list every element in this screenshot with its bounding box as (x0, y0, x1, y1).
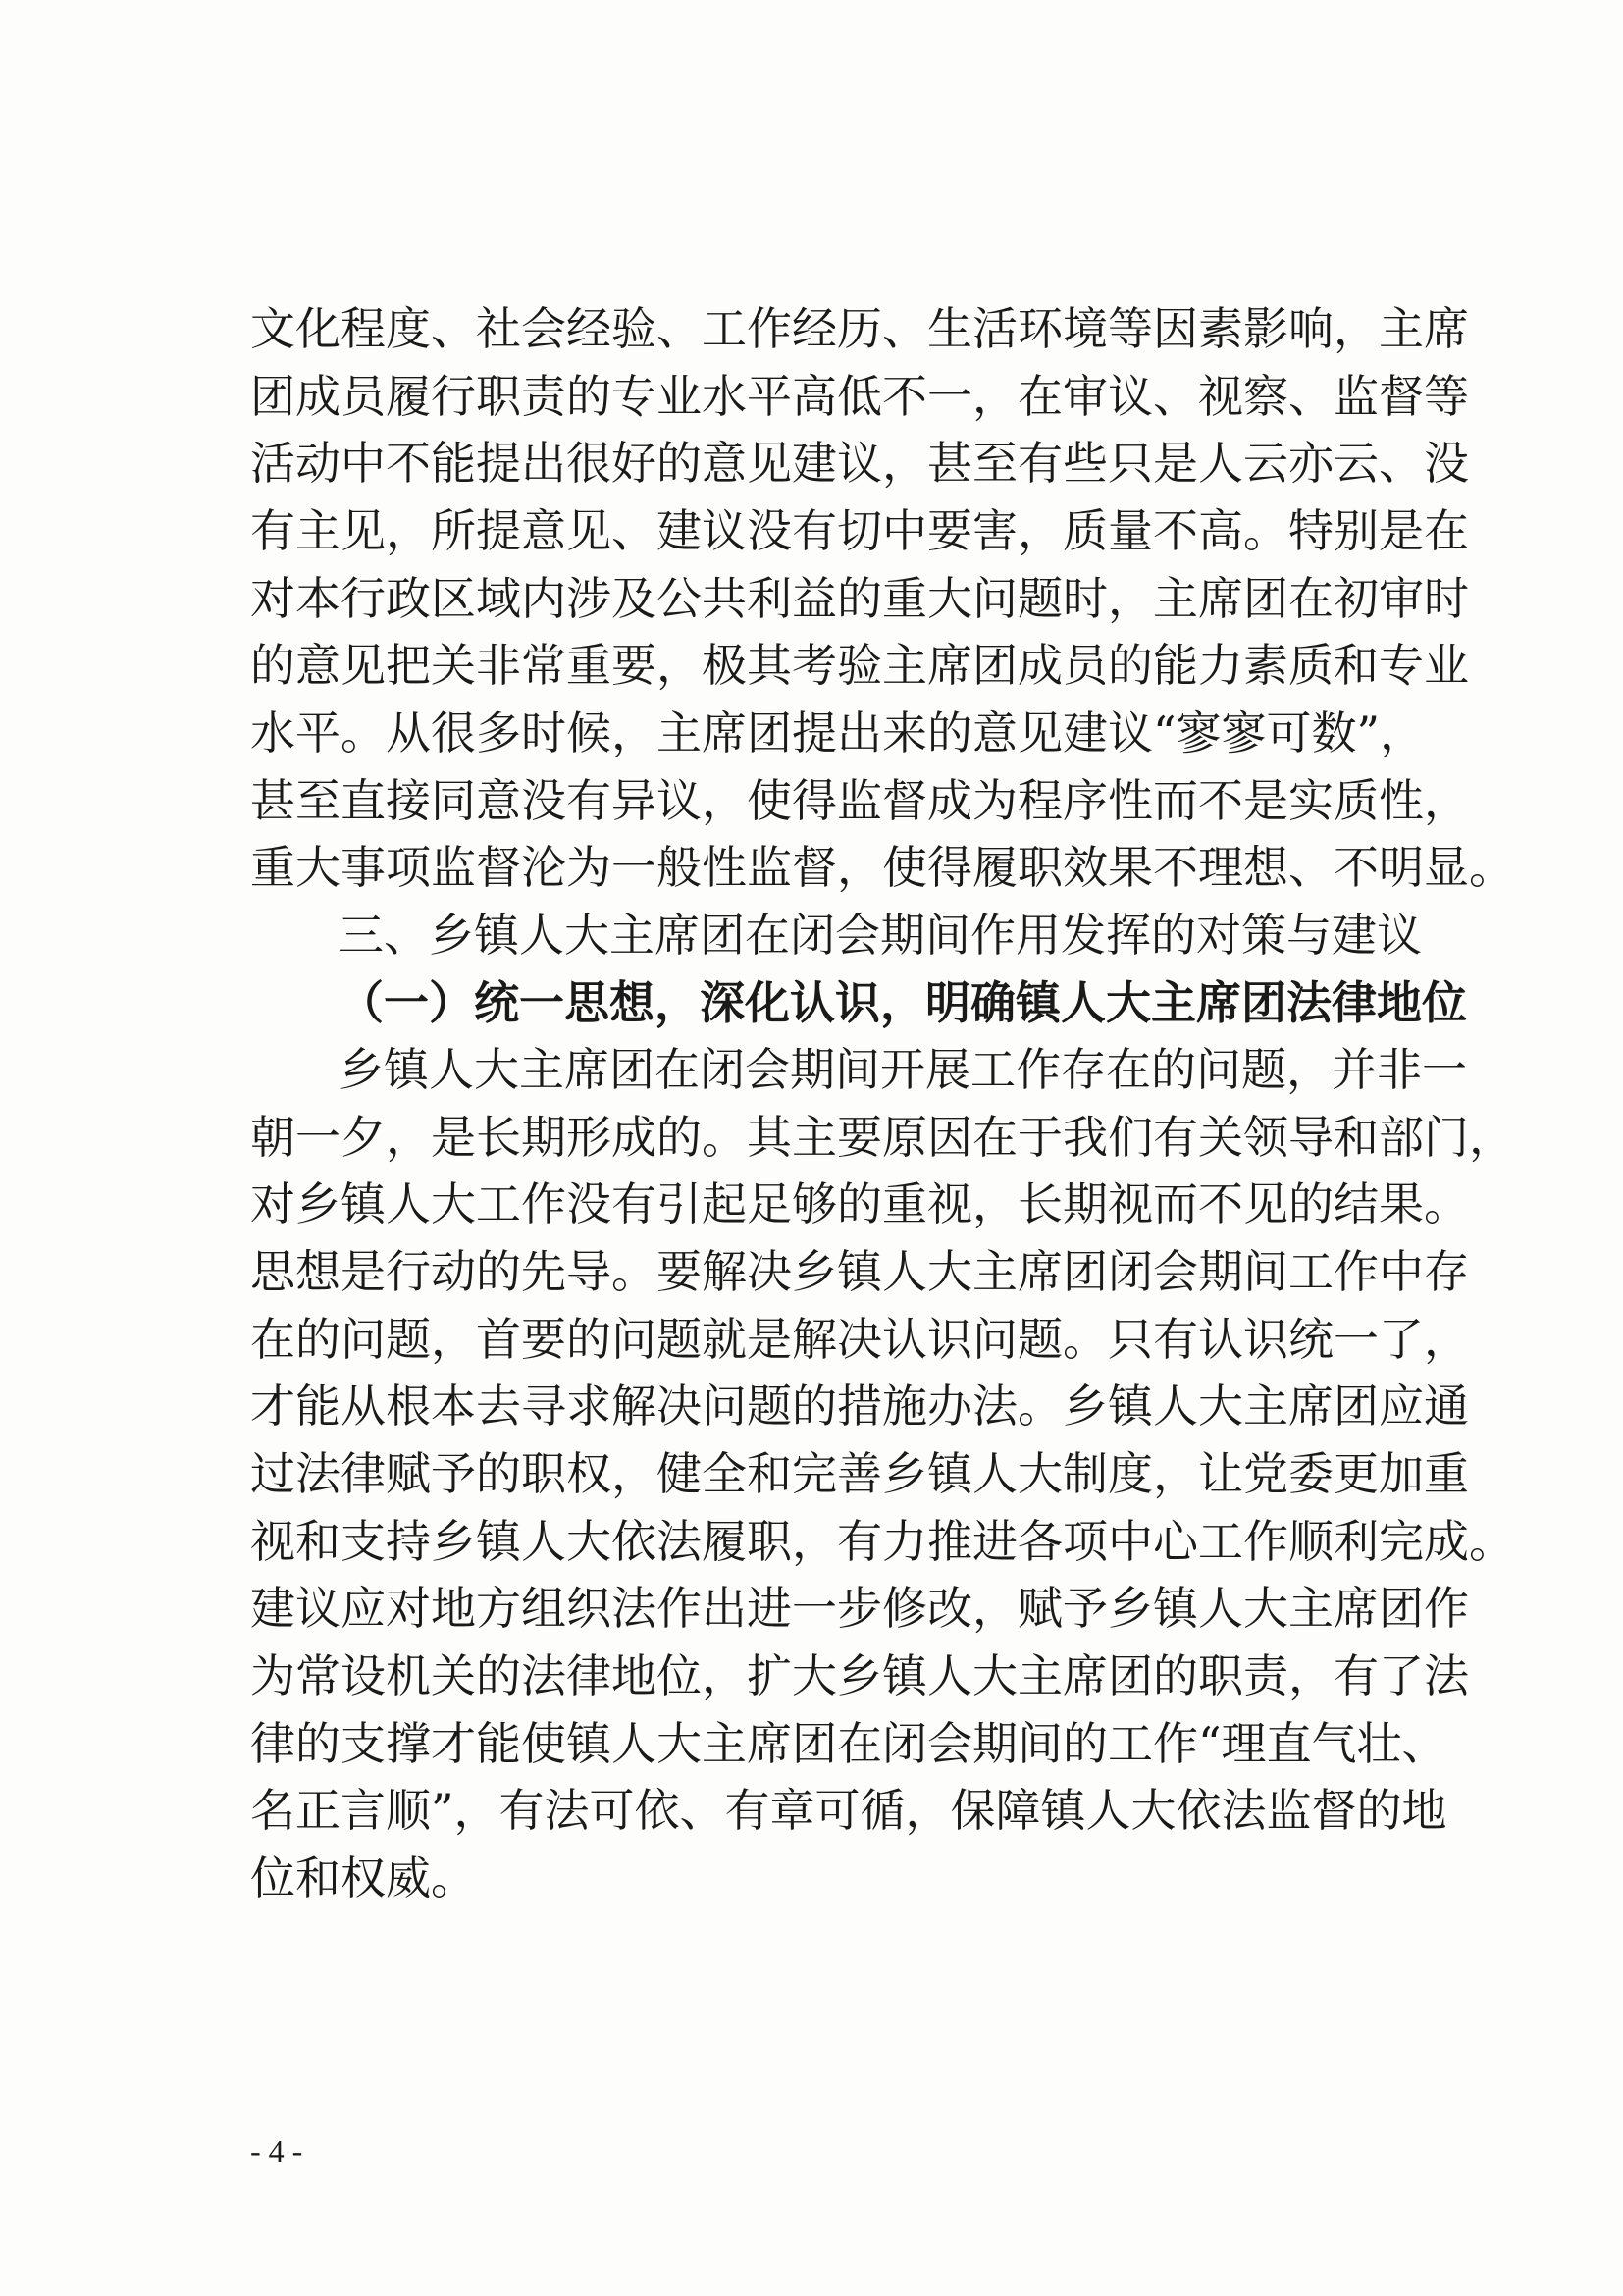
subsection-heading: （一）统一思想，深化认识，明确镇人大主席团法律地位 (339, 976, 1467, 1029)
text-line: 对乡镇人大工作没有引起足够的重视，长期视而不见的结果。 (250, 1177, 1469, 1230)
text-line: 才能从根本去寻求解决问题的措施办法。乡镇人大主席团应通 (250, 1380, 1469, 1433)
text-line: 有主见，所提意见、建议没有切中要害，质量不高。特别是在 (250, 504, 1469, 557)
text-line: 过法律赋予的职权，健全和完善乡镇人大制度，让党委更加重 (250, 1447, 1469, 1500)
text-line: 名正言顺”，有法可依、有章可循，保障镇人大依法监督的地 (250, 1784, 1447, 1837)
text-line: 团成员履行职责的专业水平高低不一，在审议、视察、监督等 (250, 370, 1469, 423)
text-line: 视和支持乡镇人大依法履职，有力推进各项中心工作顺利完成。 (250, 1515, 1514, 1568)
text-line: 甚至直接同意没有异议，使得监督成为程序性而不是实质性， (250, 774, 1469, 827)
text-line: 为常设机关的法律地位，扩大乡镇人大主席团的职责，有了法 (250, 1649, 1469, 1702)
text-line: 对本行政区域内涉及公共利益的重大问题时，主席团在初审时 (250, 572, 1469, 625)
text-line: 律的支撑才能使镇人大主席团在闭会期间的工作“理直气壮、 (250, 1717, 1447, 1770)
text-line: 建议应对地方组织法作出进一步修改，赋予乡镇人大主席团作 (250, 1582, 1469, 1635)
text-line: 乡镇人大主席团在闭会期间开展工作存在的问题，并非一 (339, 1043, 1467, 1096)
text-line: 位和权威。 (250, 1852, 476, 1905)
text-line: 活动中不能提出很好的意见建议，甚至有些只是人云亦云、没 (250, 437, 1469, 490)
text-line: 朝一夕，是长期形成的。其主要原因在于我们有关领导和部门， (250, 1111, 1514, 1164)
text-line: 重大事项监督沦为一般性监督，使得履职效果不理想、不明显。 (250, 841, 1514, 894)
text-line: 在的问题，首要的问题就是解决认识问题。只有认识统一了， (250, 1313, 1469, 1366)
text-line: 的意见把关非常重要，极其考验主席团成员的能力素质和专业 (250, 639, 1469, 692)
page-number: - 4 - (250, 2133, 303, 2168)
section-heading: 三、乡镇人大主席团在闭会期间作用发挥的对策与建议 (339, 909, 1422, 962)
text-line: 思想是行动的先导。要解决乡镇人大主席团闭会期间工作中存 (250, 1245, 1469, 1298)
text-line: 水平。从很多时候，主席团提出来的意见建议“寥寥可数”， (250, 706, 1426, 759)
text-line: 文化程度、社会经验、工作经历、生活环境等因素影响，主席 (250, 302, 1469, 355)
